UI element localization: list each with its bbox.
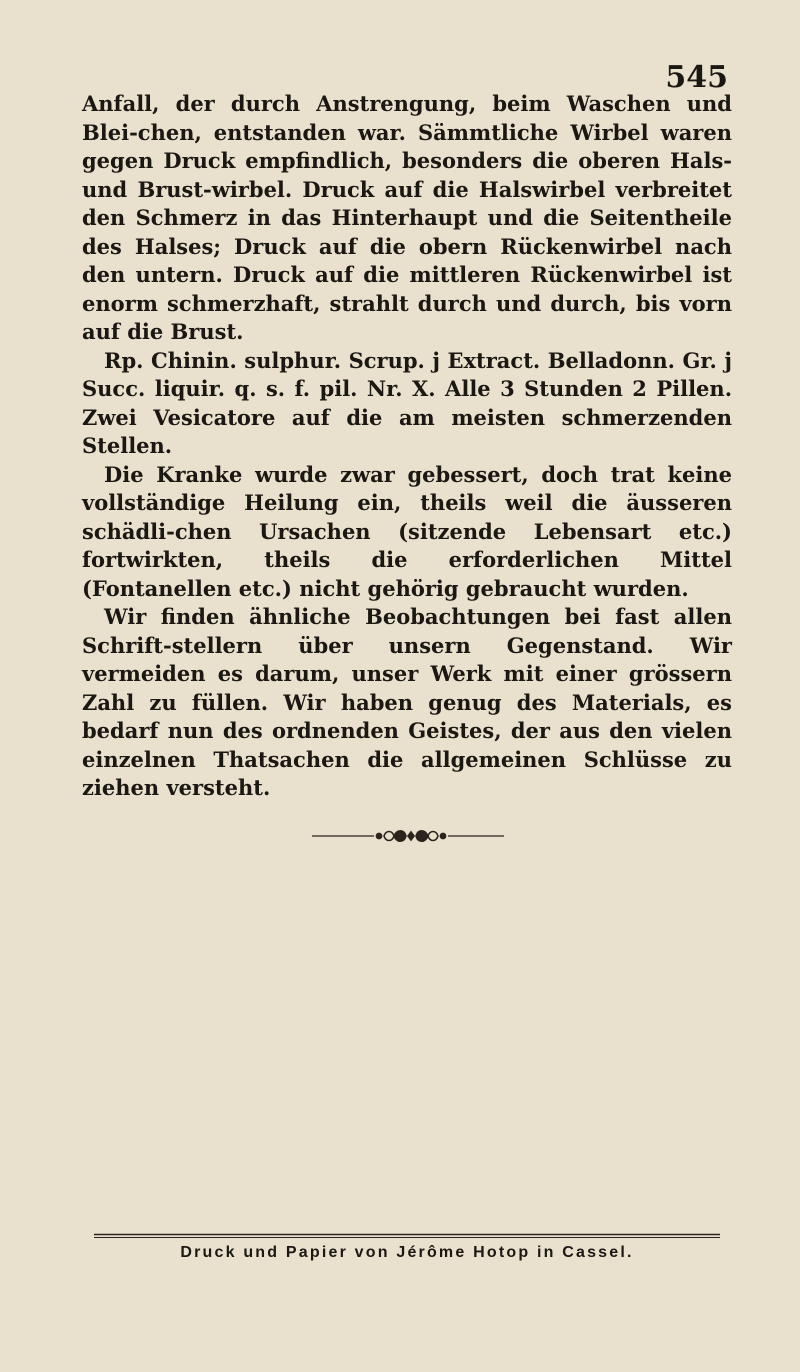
page-number: 545 (665, 60, 728, 95)
body-text (82, 90, 732, 803)
footer-double-rule (94, 1233, 720, 1239)
paragraph-conclusion: Wir finden ähnliche Beobachtungen bei fast allen Schrift-stellern über unsern Gegenstand. Wir vermeiden es darum, unser Werk mit einer grössern Zahl zu füllen. Wir haben genug des Materials, es bedarf nun des ordnenden Geistes, der aus den vielen einzelnen Thatsachen die allgemeinen Schlüsse zu ziehen versteht. (82, 604, 732, 800)
paragraph-outcome: Die Kranke wurde zwar gebessert, doch trat keine vollständige Heilung ein, theils weil die äusseren schädli-chen Ursachen (sitzende Lebensart etc.) fortwirkten, theils die erforderlichen Mittel (Fontanellen etc.) nicht gehörig gebraucht wurden. (82, 461, 732, 601)
paragraph-case-report: Anfall, der durch Anstrengung, beim Waschen und Blei-chen, entstanden war. Sämmtliche Wirbel waren gegen Druck empfindlich, besonders die oberen Hals- und Brust-wirbel. Druck auf die Halswirbel verbreitet den Schmerz in das Hinterhaupt und die Seitentheile des Halses; Druck auf die obern Rückenwirbel nach den untern. Druck auf die mittleren Rückenwirbel ist enorm schmerzhaft, strahlt durch und durch, bis vorn auf die Brust. (82, 91, 732, 344)
paragraph-prescription: Rp. Chinin. sulphur. Scrup. j Extract. Belladonn. Gr. j Succ. liquir. q. s. f. pil. Nr. X. Alle 3 Stunden 2 Pillen. Zwei Vesicatore auf die am meisten schmerzenden Stellen. (82, 347, 732, 458)
section-separator-ornament (0, 826, 800, 846)
printer-imprint: Druck und Papier von Jérôme Hotop in Cassel. (180, 1244, 634, 1261)
ornament-icon (376, 831, 445, 842)
